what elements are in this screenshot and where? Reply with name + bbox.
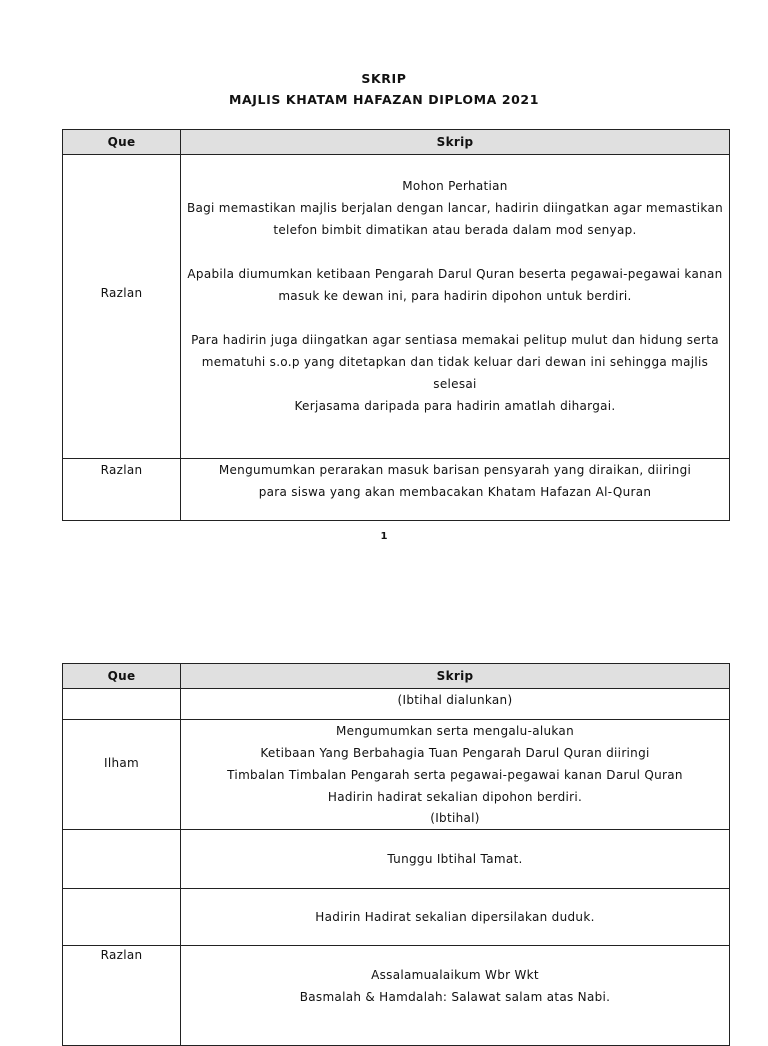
spacer	[181, 241, 729, 263]
script-table-1	[62, 129, 730, 521]
skrip-cell	[181, 720, 730, 830]
table-header-row	[63, 664, 730, 689]
table-row	[63, 889, 730, 946]
script-line: Ketibaan Yang Berbahagia Tuan Pengarah Darul Quran diiringi	[260, 746, 650, 760]
table-row	[63, 689, 730, 720]
script-line: Bagi memastikan majlis berjalan dengan lancar, hadirin diingatkan agar memastikan	[186, 201, 724, 215]
skrip-cell	[181, 155, 730, 459]
que-cell	[63, 155, 181, 459]
que-name: Razlan	[100, 948, 143, 962]
script-line: Apabila diumumkan ketibaan Pengarah Darul Quran beserta pegawai-pegawai kanan	[187, 267, 723, 281]
que-name: Ilham	[103, 755, 140, 770]
header-que: Que	[63, 130, 181, 155]
document-title: SKRIP	[361, 71, 407, 86]
que-cell	[63, 889, 181, 946]
document-subtitle: MAJLIS KHATAM HAFAZAN DIPLOMA 2021	[228, 92, 540, 107]
table-header-row	[63, 130, 730, 155]
script-line: Timbalan Timbalan Pengarah serta pegawai-pegawai kanan Darul Quran	[227, 768, 683, 782]
spacer	[181, 307, 729, 329]
header-que: Que	[63, 664, 181, 689]
skrip-cell	[181, 830, 730, 889]
que-cell	[63, 689, 181, 720]
script-line: telefon bimbit dimatikan atau berada dalam mod senyap.	[273, 223, 637, 237]
table-row	[63, 155, 730, 459]
script-line: Basmalah & Hamdalah: Salawat salam atas Nabi.	[299, 990, 611, 1004]
table-row	[63, 720, 730, 830]
que-cell	[63, 720, 181, 830]
script-line: para siswa yang akan membacakan Khatam Hafazan Al-Quran	[258, 485, 652, 499]
que-name: Razlan	[100, 285, 143, 300]
script-line: Mengumumkan perarakan masuk barisan pensyarah yang diraikan, diiringi	[218, 463, 692, 477]
que-cell	[63, 946, 181, 1046]
table-row	[63, 830, 730, 889]
script-line: masuk ke dewan ini, para hadirin dipohon untuk berdiri.	[278, 289, 632, 303]
script-line: Para hadirin juga diingatkan agar sentiasa memakai pelitup mulut dan hidung serta	[191, 333, 719, 347]
script-line: selesai	[433, 377, 477, 391]
skrip-cell	[181, 946, 730, 1046]
script-line: Mengumumkan serta mengalu-alukan	[335, 724, 574, 738]
script-line: Assalamualaikum Wbr Wkt	[371, 968, 539, 982]
script-line: Mohon Perhatian	[402, 179, 508, 193]
script-line: Hadirin Hadirat sekalian dipersilakan duduk.	[315, 910, 595, 924]
skrip-cell	[181, 689, 730, 720]
header-skrip: Skrip	[181, 664, 730, 689]
script-line: (Ibtihal dialunkan)	[397, 693, 513, 707]
script-line: Hadirin hadirat sekalian dipohon berdiri.	[327, 790, 583, 804]
que-cell	[63, 830, 181, 889]
script-line: Kerjasama daripada para hadirin amatlah dihargai.	[294, 399, 616, 413]
script-line: (Ibtihal)	[430, 811, 480, 825]
que-cell	[63, 459, 181, 521]
script-table-2	[62, 663, 730, 1046]
header-skrip: Skrip	[181, 130, 730, 155]
que-name: Razlan	[100, 463, 143, 477]
skrip-cell	[181, 459, 730, 521]
skrip-cell	[181, 889, 730, 946]
page-number: 1	[380, 531, 388, 542]
table-row	[63, 946, 730, 1046]
table-row	[63, 459, 730, 521]
script-line: Tunggu Ibtihal Tamat.	[387, 852, 523, 866]
script-line: mematuhi s.o.p yang ditetapkan dan tidak keluar dari dewan ini sehingga majlis	[201, 355, 709, 369]
